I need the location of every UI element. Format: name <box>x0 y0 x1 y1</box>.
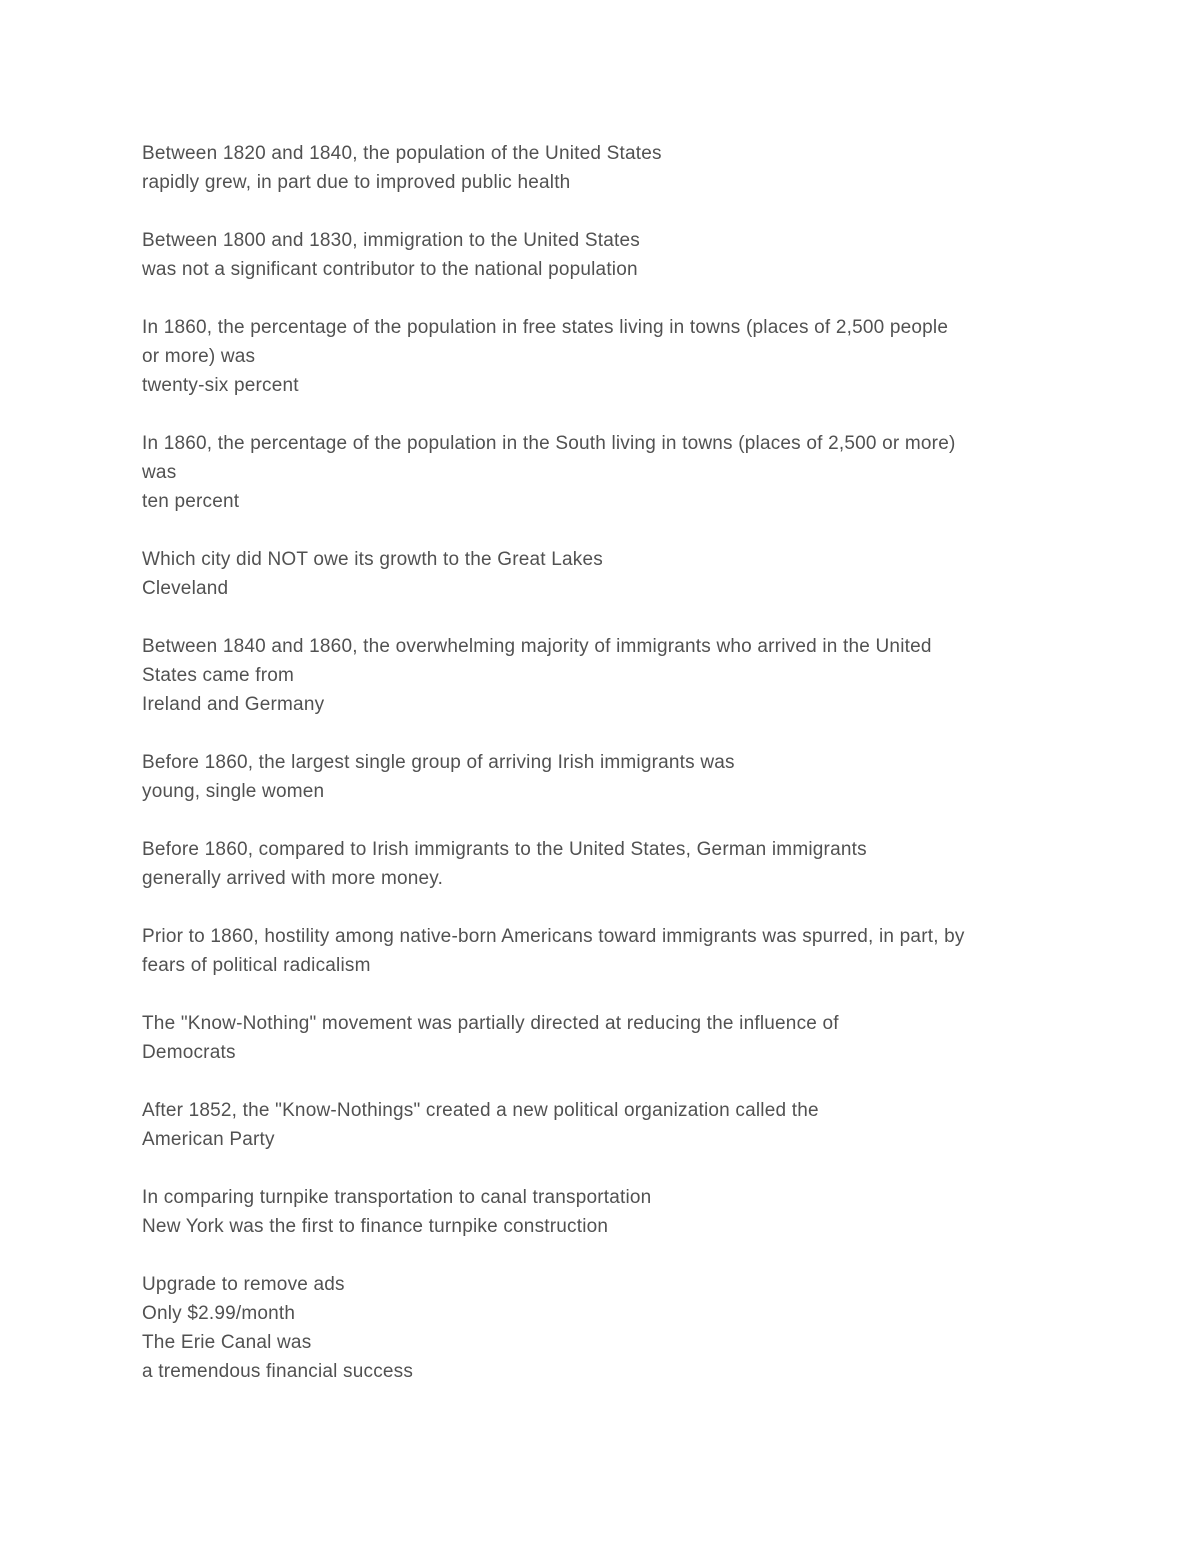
qa-immigrants-origin <box>142 632 1105 719</box>
qa-german-immigrants <box>142 835 1105 893</box>
text-line: Before 1860, the largest single group of arriving Irish immigrants was <box>142 752 735 773</box>
text-line: Before 1860, compared to Irish immigrants to the United States, German immigrants <box>142 839 867 860</box>
text-line: Cleveland <box>142 578 229 599</box>
qa-immigration-1800-1830 <box>142 226 1105 284</box>
text-line: Between 1840 and 1860, the overwhelming majority of immigrants who arrived in the United <box>142 636 932 657</box>
text-line: generally arrived with more money. <box>142 868 444 889</box>
qa-turnpike-canal <box>142 1183 1105 1241</box>
qa-south-towns <box>142 429 1105 516</box>
text-line: Between 1820 and 1840, the population of the United States <box>142 143 662 164</box>
text-line: New York was the first to finance turnpike construction <box>142 1216 609 1237</box>
text-line: ten percent <box>142 491 240 512</box>
text-line: young, single women <box>142 781 325 802</box>
text-line: In 1860, the percentage of the population in free states living in towns (places of 2,500 people <box>142 317 949 338</box>
text-line: Which city did NOT owe its growth to the Great Lakes <box>142 549 603 570</box>
qa-nativist-hostility <box>142 922 1105 980</box>
upsell-block <box>142 1270 1105 1328</box>
text-line: The "Know-Nothing" movement was partially directed at reducing the influence of <box>142 1013 839 1034</box>
text-line: After 1852, the "Know-Nothings" created a new political organization called the <box>142 1100 819 1121</box>
text-line: In 1860, the percentage of the population in the South living in towns (places of 2,500 or more) <box>142 433 956 454</box>
qa-know-nothing-movement <box>142 1009 1105 1067</box>
text-line: Prior to 1860, hostility among native-born Americans toward immigrants was spurred, in part, by <box>142 926 965 947</box>
text-line: In comparing turnpike transportation to canal transportation <box>142 1187 652 1208</box>
text-line: was not a significant contributor to the national population <box>142 259 638 280</box>
text-line: or more) was <box>142 346 256 367</box>
text-line: Only $2.99/month <box>142 1303 296 1324</box>
qa-erie-canal <box>142 1328 1105 1386</box>
text-line: Ireland and Germany <box>142 694 325 715</box>
text-line: twenty-six percent <box>142 375 299 396</box>
qa-free-states-towns <box>142 313 1105 400</box>
text-line: was <box>142 462 177 483</box>
qa-american-party <box>142 1096 1105 1154</box>
text-line: rapidly grew, in part due to improved public health <box>142 172 571 193</box>
text-line: The Erie Canal was <box>142 1332 312 1353</box>
qa-great-lakes-city <box>142 545 1105 603</box>
text-line: a tremendous financial success <box>142 1361 414 1382</box>
text-line: American Party <box>142 1129 275 1150</box>
text-line: Democrats <box>142 1042 236 1063</box>
text-line: fears of political radicalism <box>142 955 371 976</box>
qa-irish-immigrants <box>142 748 1105 806</box>
qa-population-growth <box>142 139 1105 197</box>
text-line: Between 1800 and 1830, immigration to the United States <box>142 230 640 251</box>
text-line: States came from <box>142 665 295 686</box>
text-line: Upgrade to remove ads <box>142 1274 345 1295</box>
